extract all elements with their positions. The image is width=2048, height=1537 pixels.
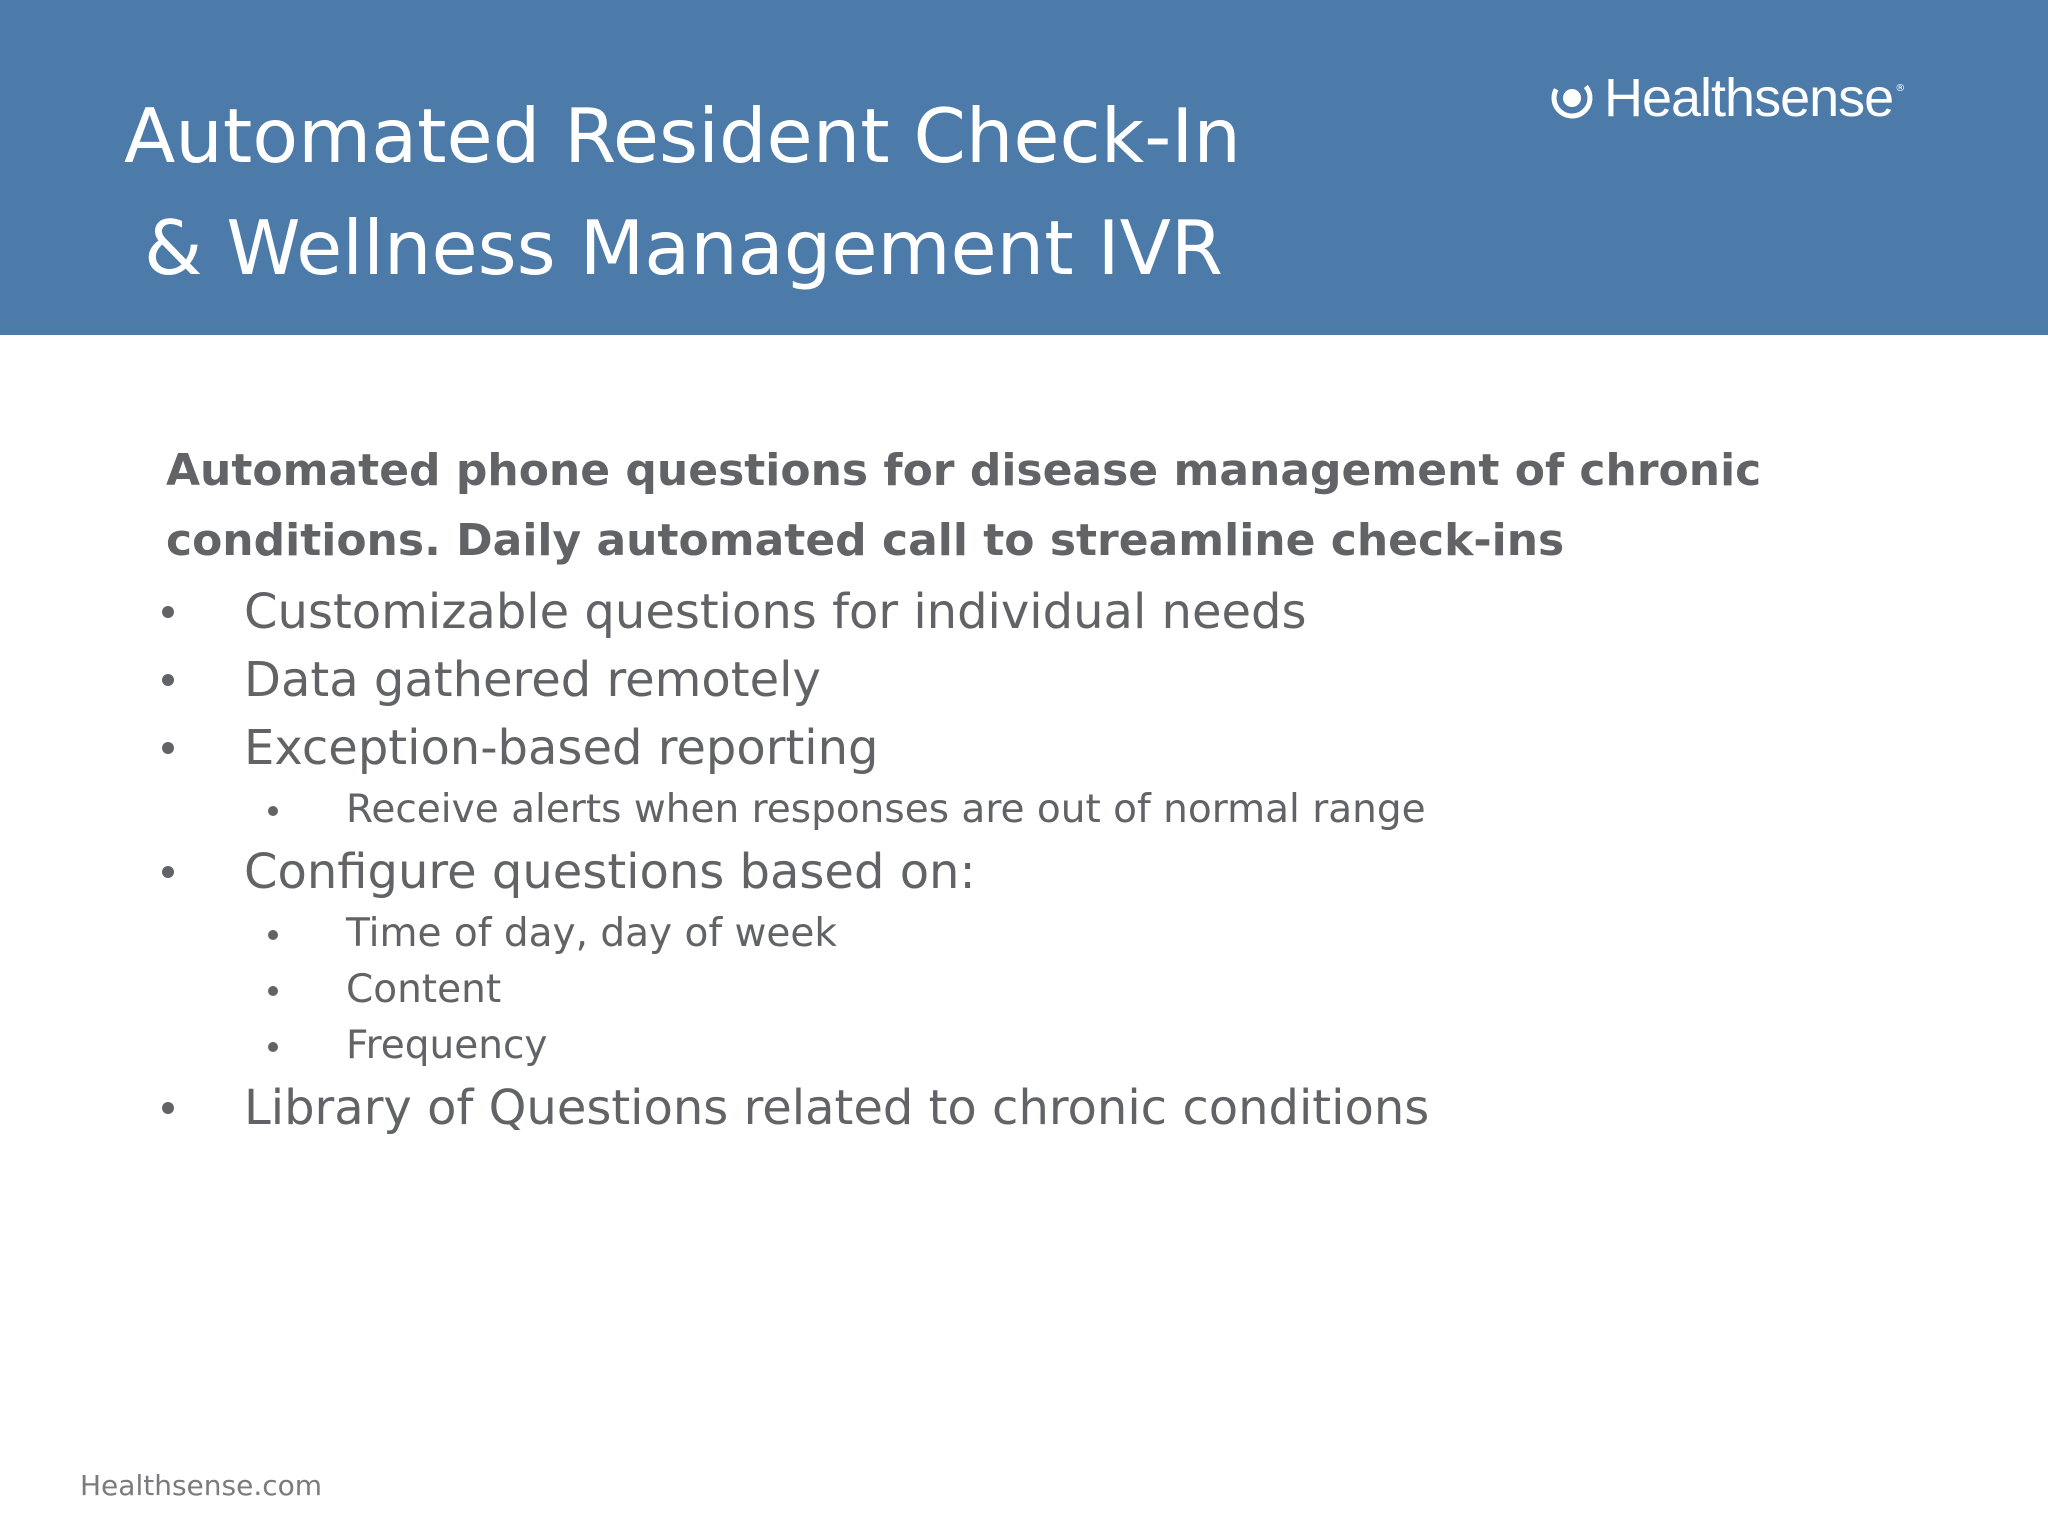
bullet-dot-icon xyxy=(268,986,278,996)
bullet-dot-icon xyxy=(268,930,278,940)
brand-logo xyxy=(1550,66,1905,130)
healthsense-logo-icon xyxy=(1550,76,1594,120)
bullet-dot-icon xyxy=(268,1042,278,1052)
sub-bullet-text: Receive alerts when responses are out of normal range xyxy=(346,787,1426,832)
header-banner xyxy=(0,0,2048,335)
bullet-list xyxy=(160,578,1429,1142)
title-line-2: & Wellness Management IVR xyxy=(144,204,1224,292)
bullet-dot-icon xyxy=(162,866,174,878)
lead-text xyxy=(166,436,1766,576)
lead-line-2: conditions. Daily automated call to streamline check-ins xyxy=(166,515,1565,566)
footer-url: Healthsense.com xyxy=(80,1469,323,1502)
title-line-1: Automated Resident Check-In xyxy=(124,92,1241,180)
sub-bullet-text: Time of day, day of week xyxy=(346,911,837,956)
bullet-text: Library of Questions related to chronic conditions xyxy=(244,1080,1430,1136)
bullet-dot-icon xyxy=(162,674,174,686)
bullet-item xyxy=(160,838,1429,906)
bullet-dot-icon xyxy=(268,806,278,816)
bullet-item xyxy=(160,714,1429,782)
bullet-text: Data gathered remotely xyxy=(244,652,821,708)
sub-bullet-item xyxy=(160,782,1429,838)
logo-wordmark: Healthsense xyxy=(1604,68,1894,128)
bullet-item xyxy=(160,646,1429,714)
bullet-text: Exception-based reporting xyxy=(244,720,879,776)
bullet-text: Customizable questions for individual needs xyxy=(244,584,1307,640)
logo-registered-mark: ® xyxy=(1895,82,1906,94)
bullet-dot-icon xyxy=(162,742,174,754)
bullet-dot-icon xyxy=(162,606,174,618)
slide-title xyxy=(124,80,1241,304)
lead-line-1: Automated phone questions for disease management of chronic xyxy=(166,445,1762,496)
bullet-text: Configure questions based on: xyxy=(244,844,976,900)
sub-bullet-text: Content xyxy=(346,967,502,1012)
bullet-item xyxy=(160,1074,1429,1142)
sub-bullet-item xyxy=(160,962,1429,1018)
bullet-item xyxy=(160,578,1429,646)
sub-bullet-text: Frequency xyxy=(346,1023,548,1068)
sub-bullet-item xyxy=(160,1018,1429,1074)
bullet-dot-icon xyxy=(162,1102,174,1114)
sub-bullet-item xyxy=(160,906,1429,962)
